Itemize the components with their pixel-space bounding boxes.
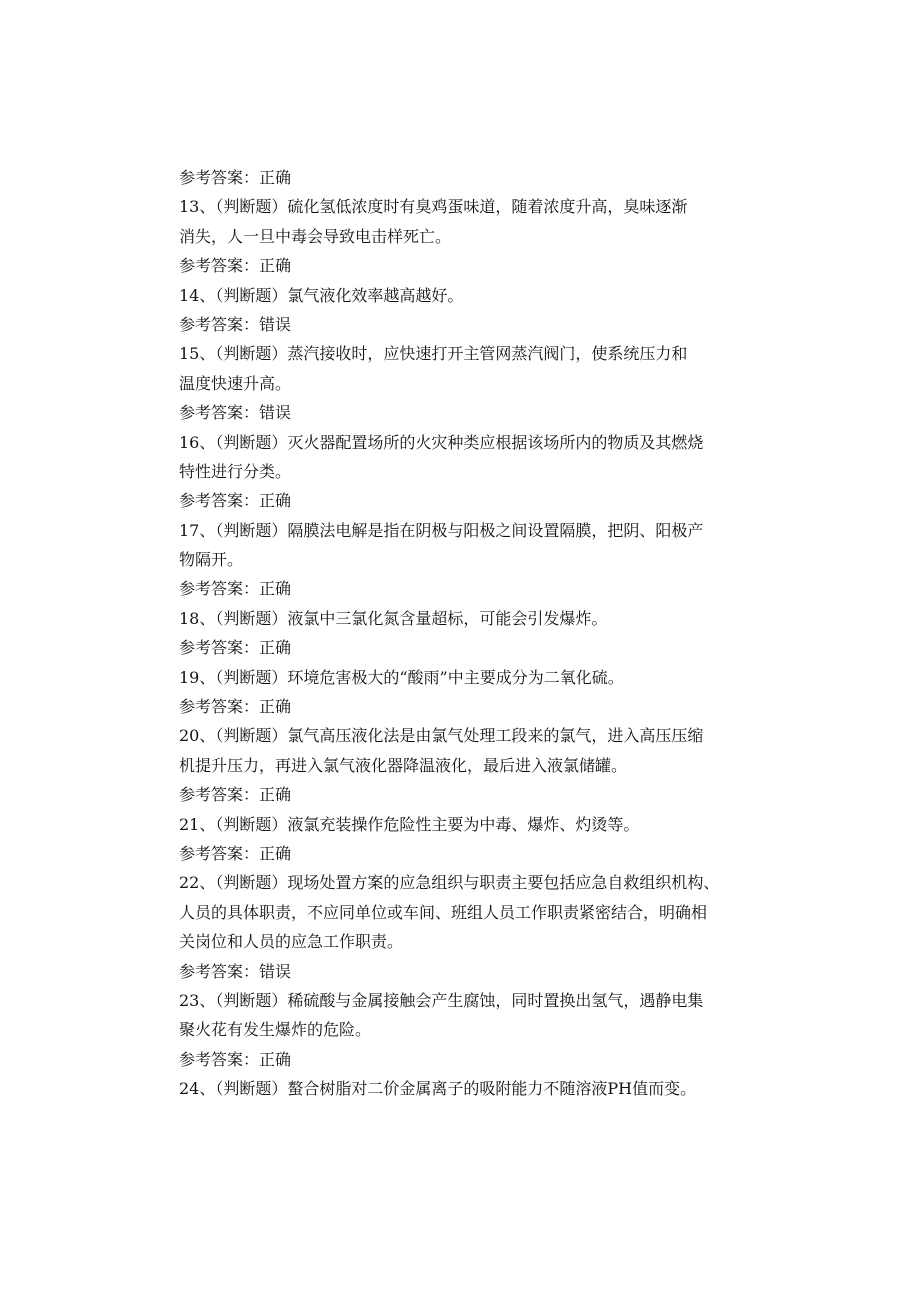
answer-line: 参考答案：正确: [179, 256, 292, 276]
question-item: [179, 428, 749, 516]
question-text: 24、（判断题）螯合树脂对二价金属离子的吸附能力不随溶液PH值而变。: [179, 1079, 697, 1099]
question-text: 消失，人一旦中毒会导致电击样死亡。: [179, 226, 452, 246]
question-text: 物隔开。: [179, 550, 244, 570]
question-text: 聚火花有发生爆炸的危险。: [179, 1020, 372, 1040]
question-list: [179, 163, 749, 1104]
question-text: 15、（判断题）蒸汽接收时，应快速打开主管网蒸汽阀门，使系统压力和: [179, 344, 688, 364]
question-text: 机提升压力，再进入氯气液化器降温液化，最后进入液氯储罐。: [179, 755, 628, 775]
question-item: [179, 516, 749, 604]
question-text: 14、（判断题）氯气液化效率越高越好。: [179, 285, 464, 305]
answer-line: 参考答案：正确: [179, 843, 292, 863]
answer-line: 参考答案：正确: [179, 785, 292, 805]
question-text: 23、（判断题）稀硫酸与金属接触会产生腐蚀，同时置换出氢气，遇静电集: [179, 990, 704, 1010]
answer-line: 参考答案：正确: [179, 168, 292, 187]
answer-line: 参考答案：正确: [179, 491, 292, 511]
question-item: [179, 192, 749, 280]
question-text: 18、（判断题）液氯中三氯化氮含量超标，可能会引发爆炸。: [179, 608, 608, 628]
question-item: [179, 604, 749, 663]
answer-line: 参考答案：错误: [179, 314, 292, 334]
question-text: 19、（判断题）环境危害极大的“酸雨”中主要成分为二氧化硫。: [179, 667, 624, 687]
question-item: [179, 986, 749, 1074]
question-item: [179, 663, 749, 722]
question-text: 特性进行分类。: [179, 461, 292, 481]
question-text: 21、（判断题）液氯充装操作危险性主要为中毒、爆炸、灼烫等。: [179, 814, 640, 834]
question-item: [179, 1074, 749, 1103]
answer-line: 参考答案：错误: [179, 961, 292, 981]
question-text: 20、（判断题）氯气高压液化法是由氯气处理工段来的氯气，进入高压压缩: [179, 726, 704, 746]
question-item: [179, 339, 749, 427]
question-item: [179, 721, 749, 809]
question-text: 温度快速升高。: [179, 373, 292, 393]
question-text: 22、（判断题）现场处置方案的应急组织与职责主要包括应急自救组织机构、: [179, 873, 720, 893]
answer-line: 参考答案：正确: [179, 1049, 292, 1069]
question-text: 17、（判断题）隔膜法电解是指在阴极与阳极之间设置隔膜，把阴、阳极产: [179, 520, 704, 540]
question-text: 13、（判断题）硫化氢低浓度时有臭鸡蛋味道，随着浓度升高，臭味逐渐: [179, 197, 688, 217]
question-text: 人员的具体职责，不应同单位或车间、班组人员工作职责紧密结合，明确相: [179, 902, 708, 922]
question-text: 关岗位和人员的应急工作职责。: [179, 932, 404, 952]
question-item: [179, 281, 749, 340]
question-item: [179, 868, 749, 986]
answer-line: 参考答案：错误: [179, 403, 292, 423]
question-item: [179, 810, 749, 869]
answer-line: 参考答案：正确: [179, 697, 292, 717]
answer-line: 参考答案：正确: [179, 579, 292, 599]
question-text: 16、（判断题）灭火器配置场所的火灾种类应根据该场所内的物质及其燃烧: [179, 432, 704, 452]
answer-line: 参考答案：正确: [179, 638, 292, 658]
